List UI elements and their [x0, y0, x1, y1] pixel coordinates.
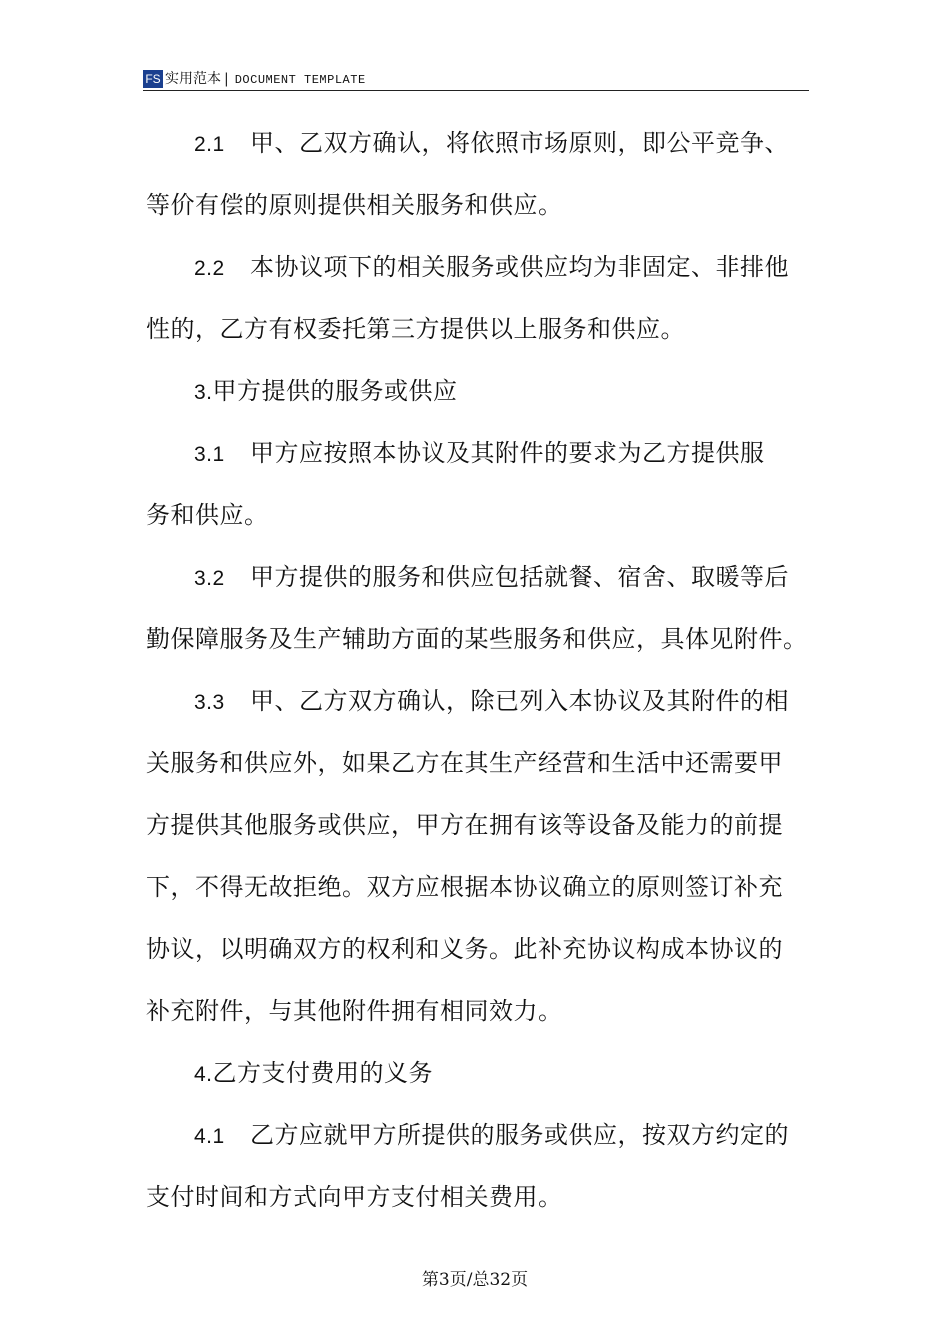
section-heading: 3.甲方提供的服务或供应	[194, 377, 458, 405]
header-subtitle: DOCUMENT TEMPLATE	[234, 73, 366, 87]
section-number: 3.	[194, 381, 213, 404]
section-heading: 4.乙方支付费用的义务	[194, 1059, 434, 1087]
page-number: 第3页/总32页	[421, 1270, 529, 1290]
paragraph-line: 性的，乙方有权委托第三方提供以上服务和供应。	[146, 315, 685, 343]
section-number: 4.	[194, 1063, 213, 1086]
clause-number: 3.3	[194, 691, 225, 714]
clause-number: 2.1	[194, 133, 225, 156]
clause-number: 3.1	[194, 443, 225, 466]
paragraph-line: 3.3 甲、乙方双方确认，除已列入本协议及其附件的相	[146, 670, 810, 732]
paragraph-line: 支付时间和方式向甲方支付相关费用。	[146, 1183, 563, 1211]
header-separator: |	[224, 71, 229, 87]
document-body	[146, 112, 810, 1228]
paragraph-line: 勤保障服务及生产辅助方面的某些服务和供应，具体见附件。	[146, 625, 808, 653]
fs-logo: FS	[143, 70, 163, 88]
paragraph-line: 2.1 甲、乙双方确认，将依照市场原则，即公平竞争、	[146, 112, 810, 174]
paragraph-line: 2.2 本协议项下的相关服务或供应均为非固定、非排他	[146, 236, 810, 298]
paragraph-line: 下，不得无故拒绝。双方应根据本协议确立的原则签订补充	[146, 873, 783, 901]
paragraph-line: 务和供应。	[146, 501, 269, 529]
clause-number: 3.2	[194, 567, 225, 590]
paragraph-line: 3.1 甲方应按照本协议及其附件的要求为乙方提供服	[146, 422, 810, 484]
clause-number: 4.1	[194, 1125, 225, 1148]
page-header	[143, 68, 809, 91]
paragraph-line: 方提供其他服务或供应，甲方在拥有该等设备及能力的前提	[146, 811, 783, 839]
header-brand	[165, 69, 366, 90]
paragraph-line: 等价有偿的原则提供相关服务和供应。	[146, 191, 563, 219]
clause-number: 2.2	[194, 257, 225, 280]
paragraph-line: 4.1 乙方应就甲方所提供的服务或供应，按双方约定的	[146, 1104, 810, 1166]
paragraph-line: 补充附件，与其他附件拥有相同效力。	[146, 997, 563, 1025]
paragraph-line: 关服务和供应外，如果乙方在其生产经营和生活中还需要甲	[146, 749, 783, 777]
paragraph-line: 协议，以明确双方的权利和义务。此补充协议构成本协议的	[146, 935, 783, 963]
paragraph-line: 3.2 甲方提供的服务和供应包括就餐、宿舍、取暖等后	[146, 546, 810, 608]
header-brand-name: 实用范本	[165, 71, 221, 87]
